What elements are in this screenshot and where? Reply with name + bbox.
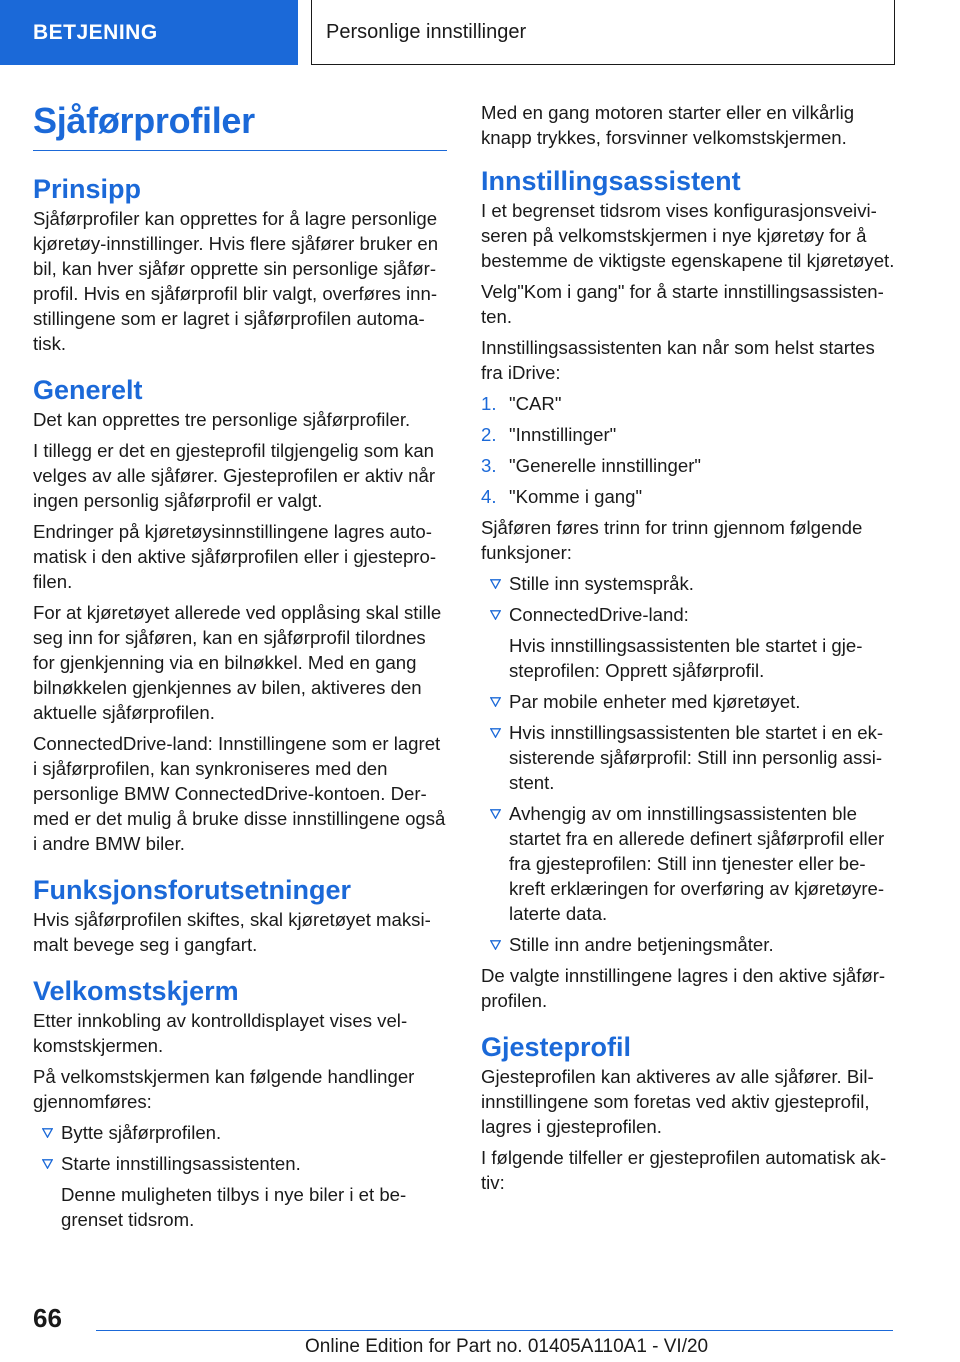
section-tab-label: BETJENING — [33, 20, 158, 44]
heading-prinsipp: Prinsipp — [33, 174, 142, 204]
triangle-bullet-icon — [481, 689, 509, 714]
list-item-text: Hvis innstillingsassistenten ble startet i en eksisterende sjåførprofil: Still inn personlig assistent. — [509, 722, 884, 793]
list-item — [481, 484, 895, 509]
section-prinsipp — [33, 172, 447, 356]
triangle-bullet-icon — [481, 571, 509, 596]
triangle-bullet-icon — [481, 932, 509, 957]
paragraph: På velkomstskjermen kan følgende handlinger gjennomføres: — [33, 1066, 415, 1112]
breadcrumb-label: Personlige innstillinger — [326, 20, 527, 43]
paragraph: Med en gang motoren starter eller en vilkårlig knapp trykkes, forsvinner velkomstskjermen. — [481, 102, 855, 148]
list-item — [481, 801, 895, 926]
paragraph: Sjåføren føres trinn for trinn gjennom følgende funksjoner: — [481, 517, 863, 563]
triangle-bullet-icon — [481, 602, 509, 683]
paragraph: I følgende tilfeller er gjesteprofilen automatisk aktiv: — [481, 1147, 887, 1193]
paragraph: Gjesteprofilen kan aktiveres av alle sjåfører. Bilinnstillingene som foretas ved aktiv gjesteprofil, lagres i gjesteprofilen. — [481, 1066, 874, 1137]
list-item — [481, 422, 895, 447]
section-generelt — [33, 373, 447, 856]
paragraph: Hvis sjåførprofilen skiftes, skal kjøretøyet maksimalt bevege seg i gangfart. — [33, 909, 431, 955]
paragraph: For at kjøretøyet allerede ved opplåsing skal stille seg inn for sjåføren, kan en sjåførprofil tilordnes for gjenkjenning via en bilnøkkel. Med en gang bilnøkkelen gjenkjennes av bilen, aktiveres den aktuelle sjåførprofilen. — [33, 602, 442, 723]
list-item-text: ConnectedDrive-land: — [509, 604, 689, 625]
breadcrumb — [311, 0, 895, 65]
paragraph: I tillegg er det en gjesteprofil tilgjengelig som kan velges av alle sjåfører. Gjesteprofilen er aktiv når ingen personlig sjåførprofil er valgt. — [33, 440, 436, 511]
list-item-text: Avhengig av om innstillingsassistenten ble startet fra en allerede definert sjåførprofil eller fra gjesteprofilen: Still inn tjenester eller bekreft erklæringen for overføring av kjøretøyrelaterte data. — [509, 803, 885, 924]
page-number: 66 — [33, 1303, 62, 1333]
list-item-note: Hvis innstillingsassistenten ble startet i gjesteprofilen: Opprett sjåførprofil. — [509, 635, 863, 681]
paragraph: Sjåførprofiler kan opprettes for å lagre personlige kjøretøy-innstillinger. Hvis flere sjåfører bruker en bil, kan hver sjåfør opprette sin personlige sjåførprofil. Hvis en sjåførprofil blir valgt, overføres innstillingene som er lagret i sjåførprofilen automatisk. — [33, 208, 439, 354]
section-funksjonsforutsetninger — [33, 873, 447, 957]
heading-generelt: Generelt — [33, 375, 143, 405]
list-item — [481, 689, 895, 714]
list-item — [481, 571, 895, 596]
paragraph: De valgte innstillingene lagres i den aktive sjåførprofilen. — [481, 965, 886, 1011]
footer-edition: Online Edition for Part no. 01405A110A1 - VI/20 — [305, 1336, 709, 1357]
section-intro — [481, 100, 895, 150]
section-gjesteprofil — [481, 1030, 895, 1195]
step-text: "Innstillinger" — [509, 424, 617, 445]
list-item-text: Stille inn systemspråk. — [509, 573, 694, 594]
footer-divider — [96, 1330, 893, 1331]
list-item-text: Starte innstillingsassistenten. — [61, 1153, 301, 1174]
triangle-bullet-icon — [33, 1120, 61, 1145]
paragraph: ConnectedDrive-land: Innstillingene som er lagret i sjåførprofilen, kan synkroniseres med den personlige BMW ConnectedDrive-kontoen. Dermed er det mulig å bruke disse innstillingene også i andre BMW biler. — [33, 733, 446, 854]
list-item — [481, 720, 895, 795]
paragraph: Endringer på kjøretøysinnstillingene lagres automatisk i den aktive sjåførprofilen eller i gjesteprofilen. — [33, 521, 437, 592]
paragraph: Velg"Kom i gang" for å starte innstillingsassistenten. — [481, 281, 884, 327]
step-number: 1. — [481, 393, 497, 414]
section-tab — [0, 0, 298, 65]
list-item — [33, 1120, 447, 1145]
step-text: "CAR" — [509, 393, 562, 414]
step-text: "Generelle innstillinger" — [509, 455, 702, 476]
list-item — [481, 602, 895, 683]
heading-funksjonsforutsetninger: Funksjonsforutsetninger — [33, 875, 352, 905]
right-column — [481, 100, 895, 1212]
list-item-body — [509, 602, 895, 683]
step-number: 4. — [481, 486, 497, 507]
triangle-bullet-icon — [481, 720, 509, 795]
list-item — [33, 1151, 447, 1232]
list-item-body — [61, 1151, 447, 1232]
page-title: Sjåførprofiler — [33, 100, 447, 151]
bullet-list — [481, 571, 895, 957]
paragraph: Etter innkobling av kontrolldisplayet vises velkomstskjermen. — [33, 1010, 408, 1056]
left-column — [33, 100, 447, 1249]
list-item — [481, 391, 895, 416]
section-innstillingsassistent — [481, 164, 895, 1013]
numbered-list — [481, 391, 895, 509]
step-number: 3. — [481, 455, 497, 476]
heading-gjesteprofil: Gjesteprofil — [481, 1032, 632, 1062]
list-item — [481, 453, 895, 478]
list-item-text: Par mobile enheter med kjøretøyet. — [509, 691, 801, 712]
step-text: "Komme i gang" — [509, 486, 643, 507]
paragraph: I et begrenset tidsrom vises konfigurasjonsveiviseren på velkomstskjermen i nye kjøretøy for å bestemme de viktigste egenskapene til kjøretøyet. — [481, 200, 895, 271]
heading-innstillingsassistent: Innstillingsassistent — [481, 166, 741, 196]
paragraph: Innstillingsassistenten kan når som helst startes fra iDrive: — [481, 337, 875, 383]
list-item-note: Denne muligheten tilbys i nye biler i et begrenset tidsrom. — [61, 1184, 407, 1230]
list-item — [481, 932, 895, 957]
heading-velkomstskjerm: Velkomstskjerm — [33, 976, 239, 1006]
section-velkomstskjerm — [33, 974, 447, 1232]
list-item-text: Bytte sjåførprofilen. — [61, 1122, 222, 1143]
triangle-bullet-icon — [481, 801, 509, 926]
list-item-text: Stille inn andre betjeningsmåter. — [509, 934, 774, 955]
bullet-list — [33, 1120, 447, 1232]
paragraph: Det kan opprettes tre personlige sjåførprofiler. — [33, 409, 411, 430]
step-number: 2. — [481, 424, 497, 445]
triangle-bullet-icon — [33, 1151, 61, 1232]
